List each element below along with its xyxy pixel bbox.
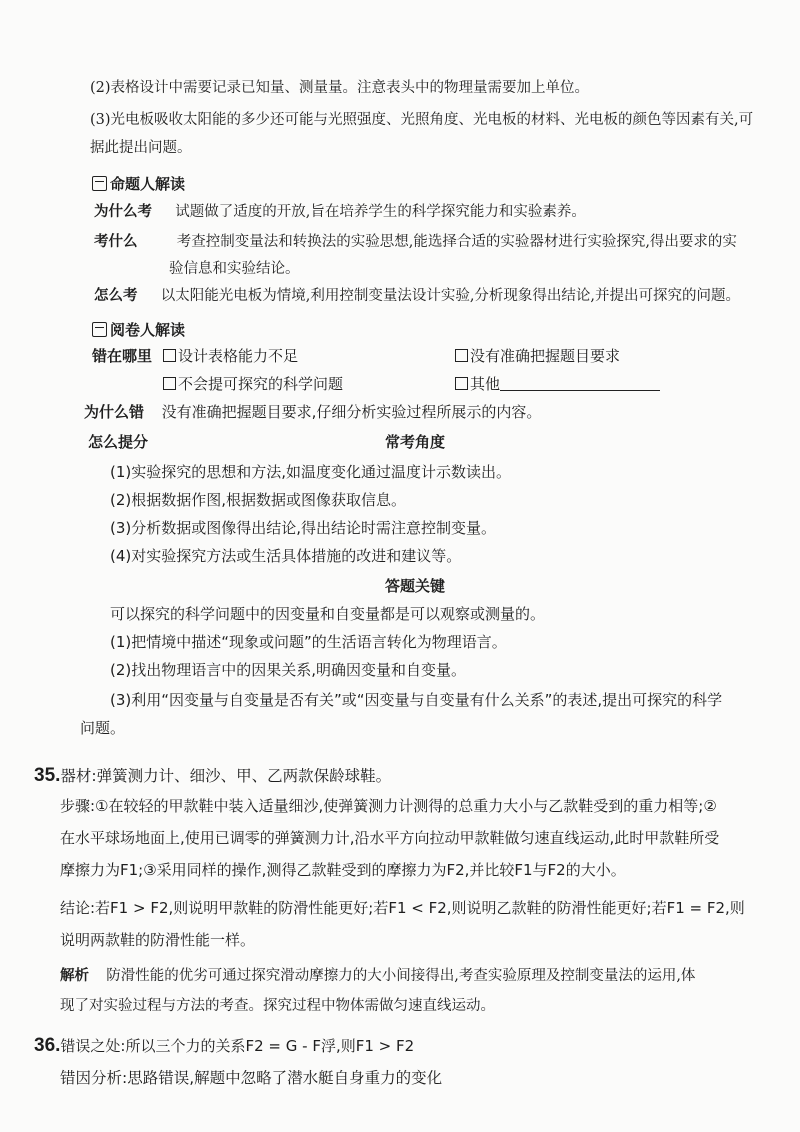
option-2-text: 没有准确把握题目要求	[470, 347, 621, 365]
common-item-3: (3)分析数据或图像得出结论,得出结论时需注意控制变量。	[110, 519, 497, 537]
setter-how-text: 以太阳能光电板为情境,利用控制变量法设计实验,分析现象得出结论,并提出可探究的问题。	[160, 288, 741, 304]
option-1	[163, 346, 298, 366]
option-2	[455, 346, 620, 366]
grader-where-row	[92, 346, 152, 366]
answer-key-3-line1: (3)利用“因变量与自变量是否有关”或“因变量与自变量有什么关系”的表述,提出可探究的科学	[110, 691, 723, 709]
q35-conclusion-line1: 结论:若F1 > F2,则说明甲款鞋的防滑性能更好;若F1 < F2,则说明乙款鞋的防滑性能更好;若F1 = F2,则	[60, 899, 745, 917]
q35-conclusion-line2: 说明两款鞋的防滑性能一样。	[60, 931, 256, 949]
q35-steps-line1: 步骤:①在较轻的甲款鞋中装入适量细沙,使弹簧测力计测得的总重力大小与乙款鞋受到的重力相等;②	[60, 797, 717, 815]
option-4-text: 其他	[470, 375, 501, 393]
setter-what-line1: 考查控制变量法和转换法的实验思想,能选择合适的实验器材进行实验探究,得出要求的实	[176, 234, 737, 250]
common-item-2: (2)根据数据作图,根据数据或图像获取信息。	[110, 491, 407, 509]
setter-what-label: 考什么	[94, 234, 138, 250]
blank-line	[500, 376, 660, 391]
answer-key-title: 答题关键	[385, 577, 446, 595]
option-3-text: 不会提可探究的科学问题	[178, 375, 344, 393]
grader-whywrong-text: 没有准确把握题目要求,仔细分析实验过程所展示的内容。	[161, 403, 542, 421]
note-icon	[92, 176, 107, 191]
q35-equipment-row	[34, 766, 391, 786]
setter-why-label: 为什么考	[94, 204, 152, 220]
checkbox-4	[455, 377, 468, 390]
option-1-text: 设计表格能力不足	[178, 347, 299, 365]
q36-cause-line: 错因分析:思路错误,解题中忽略了潜水艇自身重力的变化	[60, 1069, 443, 1087]
q35-analysis-line2: 现了对实验过程与方法的考查。探究过程中物体需做匀速直线运动。	[60, 998, 495, 1014]
setter-why-row	[94, 202, 586, 222]
checkbox-2	[455, 349, 468, 362]
setter-how-row	[94, 286, 740, 306]
common-angle-title: 常考角度	[385, 433, 446, 451]
q35-analysis-row	[60, 966, 695, 986]
grader-title-text: 阅卷人解读	[110, 321, 186, 339]
answer-key-1: (1)把情境中描述“现象或问题”的生活语言转化为物理语言。	[110, 633, 507, 651]
common-item-1: (1)实验探究的思想和方法,如温度变化通过温度计示数读出。	[110, 463, 512, 481]
q35-steps-line3: 摩擦力为F1;③采用同样的操作,测得乙款鞋受到的摩擦力为F2,并比较F1与F2的大小。	[60, 861, 626, 879]
q36-error-line: 错误之处:所以三个力的关系F2 = G - F浮,则F1 > F2	[60, 1037, 415, 1055]
grader-improve-label: 怎么提分	[88, 433, 149, 451]
setter-what-row	[94, 232, 737, 252]
setter-section-title	[92, 174, 185, 194]
q35-analysis-line1: 防滑性能的优劣可通过探究滑动摩擦力的大小间接得出,考查实验原理及控制变量法的运用,体	[106, 968, 696, 984]
q35-steps-line2: 在水平球场地面上,使用已调零的弹簧测力计,沿水平方向拉动甲款鞋做匀速直线运动,此时甲款鞋所受	[60, 829, 720, 847]
answer-key-2: (2)找出物理语言中的因果关系,明确因变量和自变量。	[110, 661, 467, 679]
grader-section-title	[92, 320, 185, 340]
answer-key-intro: 可以探究的科学问题中的因变量和自变量都是可以观察或测量的。	[110, 605, 546, 623]
setter-why-text: 试题做了适度的开放,旨在培养学生的科学探究能力和实验素养。	[175, 204, 586, 220]
q35-equipment: 器材:弹簧测力计、细沙、甲、乙两款保龄球鞋。	[60, 767, 392, 785]
answer-key-3-line2: 问题。	[80, 719, 126, 737]
grader-whywrong-row	[84, 402, 541, 422]
setter-title-text: 命题人解读	[110, 175, 186, 193]
note-item-2: (2)表格设计中需要记录已知量、测量量。注意表头中的物理量需要加上单位。	[90, 80, 590, 96]
note-icon	[92, 322, 107, 337]
common-item-4: (4)对实验探究方法或生活具体措施的改进和建议等。	[110, 547, 462, 565]
grader-whywrong-label: 为什么错	[84, 403, 145, 421]
q36-number: 36.	[34, 1035, 61, 1056]
setter-what-line2: 验信息和实验结论。	[169, 261, 300, 277]
q36-error-row	[34, 1036, 414, 1056]
checkbox-3	[163, 377, 176, 390]
note-item-3-line1: (3)光电板吸收太阳能的多少还可能与光照强度、光照角度、光电板的材料、光电板的颜色等因素有关,可	[90, 112, 754, 128]
option-4	[455, 374, 660, 394]
note-item-3-line2: 据此提出问题。	[90, 140, 192, 156]
checkbox-1	[163, 349, 176, 362]
q35-number: 35.	[34, 765, 61, 786]
q35-analysis-label: 解析	[60, 968, 89, 984]
grader-where-label: 错在哪里	[92, 347, 153, 365]
setter-how-label: 怎么考	[94, 288, 138, 304]
option-3	[163, 374, 343, 394]
